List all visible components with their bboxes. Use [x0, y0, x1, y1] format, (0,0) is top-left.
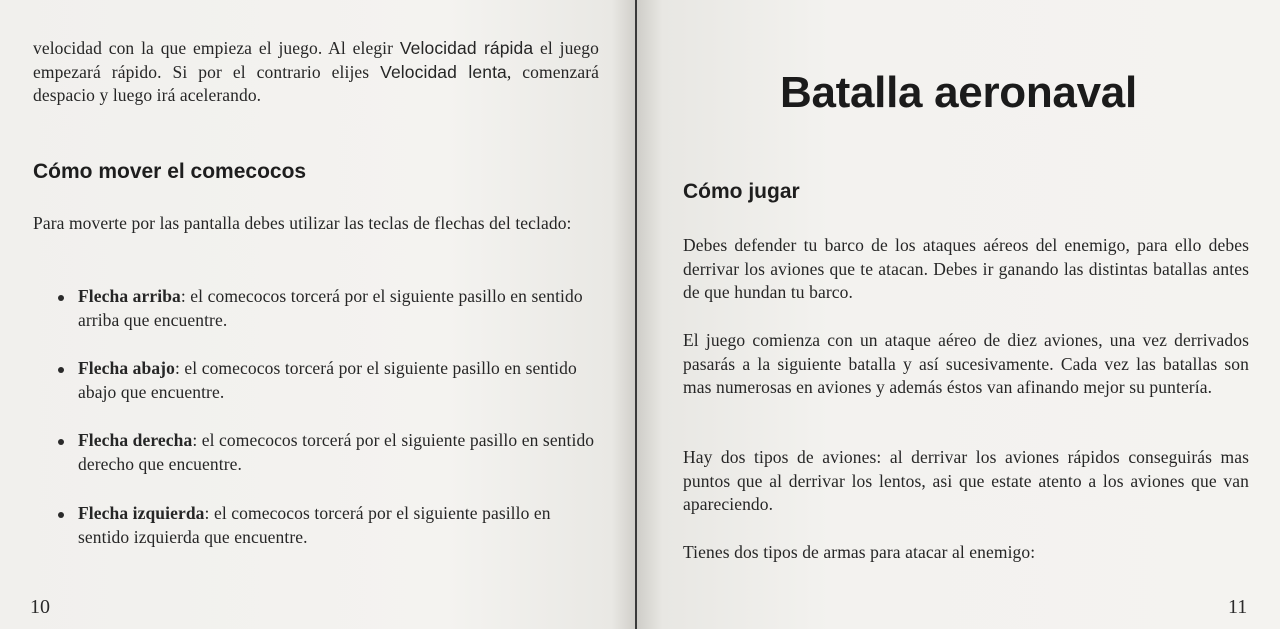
- move-paragraph: Para moverte por las pantalla debes utilizar las teclas de flechas del teclado:: [33, 213, 572, 233]
- bullet-text: [78, 502, 606, 549]
- bullet-desc: : el comecocos torcerá por el siguiente pasillo en sentido abajo que encuentre.: [78, 358, 577, 402]
- play-paragraph-3: Hay dos tipos de aviones: al derrivar los aviones rápidos conseguirás mas puntos que al derrivar los lentos, asi que estate atento a los aviones que van apareciendo.: [683, 447, 1249, 514]
- bullet-desc: : el comecocos torcerá por el siguiente pasillo en sentido arriba que encuentre.: [78, 286, 583, 330]
- bullet-desc: : el comecocos torcerá por el siguiente pasillo en sentido derecho que encuentre.: [78, 430, 595, 474]
- bullet-key: Flecha abajo: [78, 358, 175, 378]
- bullet-dot: [58, 439, 64, 445]
- bullet-key: Flecha izquierda: [78, 503, 205, 523]
- bullet-text: [78, 285, 606, 332]
- bullet-item-down: [58, 357, 606, 404]
- page-title: Batalla aeronaval: [780, 68, 1137, 117]
- bullet-item-up: [58, 285, 606, 332]
- bullet-dot: [58, 512, 64, 518]
- bullet-item-left: [58, 502, 606, 549]
- bullet-item-right: [58, 429, 606, 476]
- intro-text-1: velocidad con la que empieza el juego. Al elegir: [33, 38, 400, 58]
- play-paragraph-2: El juego comienza con un ataque aéreo de diez aviones, una vez derrivados pasarás a la siguiente batalla y así sucesivamente. Cada vez las batallas son mas numerosas en aviones y además éstos van afinando mejor su puntería.: [683, 330, 1249, 397]
- play-paragraph-4: Tienes dos tipos de armas para atacar al enemigo:: [683, 542, 1036, 562]
- left-page: [0, 0, 637, 629]
- bullet-desc: : el comecocos torcerá por el siguiente pasillo en sentido izquierda que encuentre.: [78, 503, 551, 547]
- bullet-text: [78, 429, 606, 476]
- section-heading-play: Cómo jugar: [683, 180, 800, 203]
- option-slow-speed: Velocidad lenta: [380, 61, 507, 82]
- bullet-key: Flecha derecha: [78, 430, 193, 450]
- bullet-text: [78, 357, 606, 404]
- right-page: [637, 0, 1280, 629]
- page-number-right: 11: [1228, 596, 1248, 618]
- bullet-dot: [58, 367, 64, 373]
- intro-text-2: el juego empezará rápido. Si por el contrario elijes: [33, 38, 599, 82]
- bullet-dot: [58, 295, 64, 301]
- page-number-left: 10: [30, 596, 50, 618]
- play-paragraph-1: Debes defender tu barco de los ataques aéreos del enemigo, para ello debes derrivar los aviones que te atacan. Debes ir ganando las distintas batallas antes de que hundan tu barco.: [683, 235, 1249, 302]
- option-fast-speed: Velocidad rápida: [399, 38, 534, 58]
- intro-paragraph: [33, 37, 599, 108]
- section-heading-move: Cómo mover el comecocos: [33, 160, 307, 183]
- intro-text-3: , comenzará despacio y luego irá acelerando.: [33, 61, 599, 105]
- bullet-key: Flecha arriba: [78, 286, 181, 306]
